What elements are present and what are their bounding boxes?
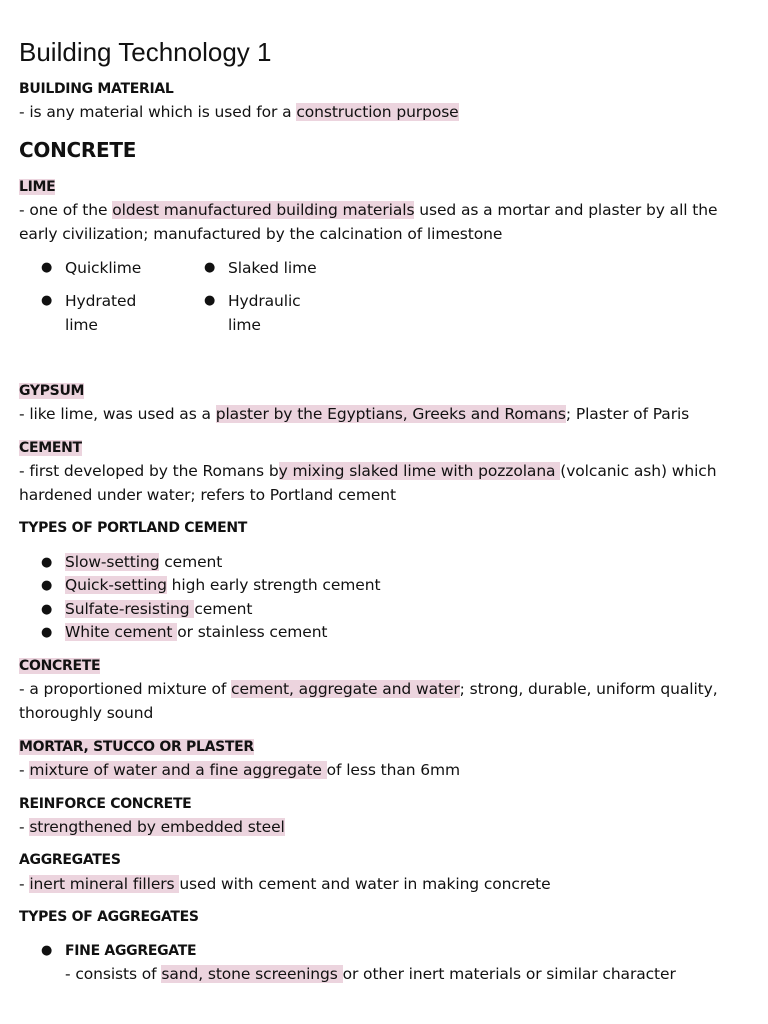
heading-concrete: [19, 656, 100, 676]
list-item-highlight: White cement: [65, 623, 178, 641]
reinforce-text-pre: -: [19, 818, 30, 836]
list-item-highlight: Sulfate-resisting: [65, 600, 195, 618]
bullet-icon: ●: [204, 293, 216, 308]
bullet-icon: ●: [41, 625, 53, 640]
concrete-text-post: ; strong, durable, uniform quality, thoroughly sound: [19, 680, 718, 722]
lime-text-pre: - one of the: [19, 201, 113, 219]
reinforce-definition: [19, 816, 749, 840]
list-item: [65, 551, 222, 575]
highlight-sand-stone: sand, stone screenings: [161, 965, 343, 983]
bullet-icon: ●: [41, 943, 53, 958]
lime-type-item: Hydraulic lime: [228, 292, 301, 334]
heading-cement-text: CEMENT: [19, 440, 82, 456]
lime-type-item: Slaked lime: [228, 259, 317, 277]
building-material-definition: [19, 101, 749, 125]
list-item: [65, 598, 252, 622]
mortar-text-pre: -: [19, 761, 30, 779]
gypsum-text-pre: - like lime, was used as a: [19, 405, 216, 423]
mortar-text-post: of less than 6mm: [326, 761, 461, 779]
list-item-text: or stainless cement: [177, 623, 328, 641]
heading-gypsum: [19, 381, 84, 401]
fine-aggregate-text-pre: - consists of: [65, 965, 162, 983]
heading-lime: [19, 177, 55, 197]
gypsum-definition: [19, 403, 749, 427]
heading-concrete-text: CONCRETE: [19, 658, 101, 674]
list-item-text: cement: [194, 600, 253, 618]
highlight-slaked-lime-pozzolana: y mixing slaked lime with pozzolana: [278, 462, 561, 480]
cement-text-post: (volcanic ash) which hardened under water; refers to Portland cement: [19, 462, 717, 504]
heading-building-material-text: BUILDING MATERIAL: [19, 81, 174, 97]
gypsum-text-post: ; Plaster of Paris: [565, 405, 690, 423]
heading-mortar: [19, 737, 254, 757]
list-item-highlight: Quick-setting: [65, 576, 167, 594]
highlight-fine-aggregate: mixture of water and a fine aggregate: [29, 761, 327, 779]
fine-aggregate-label: FINE AGGREGATE: [65, 943, 197, 959]
highlight-construction-purpose: construction purpose: [296, 103, 459, 121]
list-item: [65, 621, 327, 645]
fine-aggregate-definition: [65, 963, 676, 987]
aggregates-text-pre: -: [19, 875, 30, 893]
highlight-plaster-egyptians: plaster by the Egyptians, Greeks and Romans: [215, 405, 566, 423]
list-item: [65, 574, 380, 598]
list-item-text: cement: [159, 553, 223, 571]
bullet-icon: ●: [41, 602, 53, 617]
lime-type-item: Quicklime: [65, 259, 142, 277]
building-material-text: - is any material which is used for a: [19, 103, 297, 121]
highlight-embedded-steel: strengthened by embedded steel: [29, 818, 285, 836]
highlight-cement-aggregate-water: cement, aggregate and water: [231, 680, 460, 698]
page-title: Building Technology 1: [19, 37, 272, 67]
fine-aggregate-text-post: or other inert materials or similar character: [342, 965, 676, 983]
lime-text-post: used as a mortar and plaster by all the early civilization; manufactured by the calcination of limestone: [19, 201, 718, 243]
lime-definition: [19, 199, 749, 246]
bullet-icon: ●: [204, 260, 216, 275]
bullet-icon: ●: [41, 555, 53, 570]
heading-gypsum-text: GYPSUM: [19, 383, 85, 399]
heading-lime-text: LIME: [19, 179, 56, 195]
heading-building-material: [19, 79, 174, 99]
aggregates-definition: [19, 873, 749, 897]
mortar-definition: [19, 759, 749, 783]
heading-cement: [19, 438, 82, 458]
bullet-icon: ●: [41, 578, 53, 593]
cement-definition: [19, 460, 749, 507]
heading-reinforce-concrete: REINFORCE CONCRETE: [19, 796, 192, 812]
highlight-oldest-materials: oldest manufactured building materials: [112, 201, 415, 219]
heading-types-aggregates: TYPES OF AGGREGATES: [19, 909, 199, 925]
bullet-icon: ●: [41, 260, 53, 275]
bullet-icon: ●: [41, 293, 53, 308]
cement-text-pre: - first developed by the Romans b: [19, 462, 279, 480]
aggregates-text-post: used with cement and water in making concrete: [179, 875, 551, 893]
section-heading-concrete: CONCRETE: [19, 138, 137, 162]
list-item-text: high early strength cement: [166, 576, 381, 594]
heading-mortar-text: MORTAR, STUCCO OR PLASTER: [19, 739, 254, 755]
heading-aggregates: AGGREGATES: [19, 852, 121, 868]
highlight-inert-mineral-fillers: inert mineral fillers: [29, 875, 180, 893]
list-item-highlight: Slow-setting: [65, 553, 160, 571]
lime-type-item: Hydrated lime: [65, 292, 137, 334]
concrete-text-pre: - a proportioned mixture of: [19, 680, 232, 698]
heading-types-portland-cement: TYPES OF PORTLAND CEMENT: [19, 520, 248, 536]
concrete-definition: [19, 678, 749, 725]
